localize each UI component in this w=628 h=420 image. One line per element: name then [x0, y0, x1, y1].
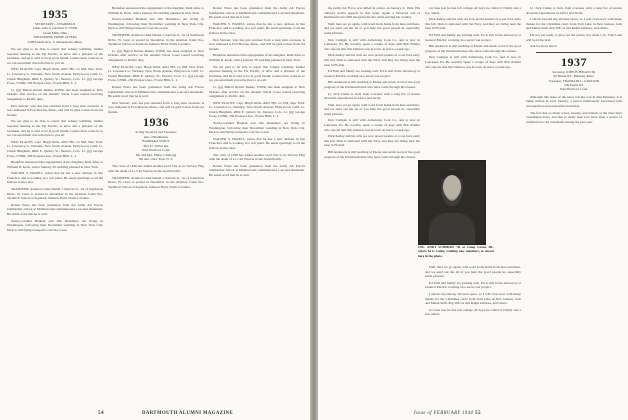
news-paragraph: Lt. (jg) Burton Robert Dukes, USNR, has been assigned to New Orleans after service on the Atlantic Naval Coast Guard receiving assignment to Pacific duty. — [7, 87, 103, 101]
news-paragraph: I am far beyond my allowed space, so I will close now with many thanks for the Christmas cards from Tom Lake in New Guinea, Jack and Mabel Sells, Peg Wilcox and Ralph Gilmore, and others. — [425, 291, 521, 306]
news-paragraph: the Army Air Force was killed in action on January 4, 1944. His obituary notice appears in this issue. Again a bereaved son of Dartmouth and 1936 has given his life while serving his country. — [324, 6, 420, 20]
class-year-heading: 1937 — [561, 54, 587, 69]
news-paragraph: The fact that so many wives, parents, and friends of the class have contributed news, and that so many men now have been a source of satisfaction to all classmates during the past year. — [526, 110, 622, 124]
news-paragraph: Bill Anderson is still teaching at Exeter and sends word of the good progress of the Dartmouth men who have come through his classes. — [324, 80, 420, 89]
officer-line: West Hartford, Conn. — [141, 148, 171, 153]
section-divider — [536, 52, 612, 53]
news-paragraph: We are glad to be able to report that Johnny Gilchrist, further reported missing in the Far Pacific, is alive and a prisoner of the Germans, and he is said to be in good health. Letters have come in so we can send them down the line to you all. — [209, 64, 305, 83]
news-paragraph: We are glad to be able to report that Johnny Gilchrist, further reported missing in the Far Pacific, is alive and a prisoner of the Germans, and he is said to be in good health. Letters have come in so we can send them down the line to you all. — [7, 119, 103, 138]
page-number: 54 — [98, 410, 104, 416]
news-paragraph: Well, here we go again, with word from home from here and there, and we send out the all of you help the good people in, especially some pictures. — [425, 265, 521, 279]
news-paragraph: Lt. (jg) Burton Robert Dukes, USNR, has been assigned to New Orleans after service on the Atlantic Naval Coast Guard receiving assignment to Pacific duty. — [209, 84, 305, 99]
officer-line: Green Mills, Ohio — [42, 30, 68, 35]
news-paragraph: ice base last he has left college all boys he called it Trinity and a few others. — [425, 6, 521, 15]
news-paragraph: Don Cadigan is still with Armstrong Cork Co. and is now in Lancaster, Pa. He recently spent a couple of days with Bob Palmer who reports that Jim Johnson was in town on leave a week ago. — [324, 118, 420, 132]
news-paragraph: Ask for more news! — [530, 44, 558, 49]
right-column-1 — [324, 6, 420, 404]
news-paragraph: Robert Fears has been graduated from the Army Air Forces bombardier school at Midland and commissioned a second lieutenant. He sends word that he is well. — [209, 163, 305, 177]
news-paragraph: TRANSFER: Aviation Cadet Daniel J. Kerwin Jr., 1st of Southwest Drive, W. Lunt, is posted in December in the Aviation Cadet Pre-Technical School at Seymour Johnson Field, North Carolina. — [7, 187, 103, 201]
news-paragraph: Don Stewart, who has just returned from a long stint overseas, is now stationed at Fort Devens, Mass., and will be glad to hear from old friends. — [7, 103, 103, 117]
news-paragraph: ice base last he has left college all boys he called it Trinity and a few others. — [425, 307, 521, 317]
class-officers — [108, 130, 204, 161]
news-paragraph: Newly-wedded Hannah and Jim Dunsmore are living in Washington, following their November wedding in New York City. Dick is still flying transports over the ocean. — [108, 17, 204, 31]
left-column-2 — [108, 6, 204, 404]
page-gutter — [310, 0, 318, 420]
news-paragraph: TRANSFER: Aviation Cadet Daniel J. Kerwin Jr., 1st of Southwest Drive, W. Lunt, is posted in December in the Aviation Cadet Pre-Technical School at Seymour Johnson Field, North Carolina. — [108, 175, 204, 189]
news-paragraph: WALTER S. HASELL writes that he has a new address in San Francisco and is working in a war plant. He sends greetings to all the fellows in the class. — [209, 136, 305, 151]
officer-line: 5th Ave., New York, N. Y. — [138, 156, 174, 161]
class-officers — [7, 22, 103, 44]
news-paragraph: Newly-wedded Hannah and Jim Dunsmore are living in Washington, following their November wedding in New York City. Dick is still flying transports over the ocean. — [209, 121, 305, 135]
class-year-heading: 1935 — [42, 7, 68, 21]
uniform-shape — [429, 213, 475, 244]
left-column-1 — [7, 6, 103, 404]
right-column-3 — [526, 6, 622, 404]
officer-line: Box 47, Valley Rd. — [143, 143, 169, 148]
soldier-photo — [418, 160, 486, 245]
news-paragraph: I am far beyond my allowed space, so I will close now with many thanks for the Christmas cards from Tom Lake in New Guinea, Jack and Mabel Sells, Peg Wilcox and Ralph Gilmore, and others. — [526, 17, 622, 31]
officer-line: BARBARA STOUT — [142, 139, 170, 144]
running-title: DARTMOUTH ALUMNI MAGAZINE — [142, 411, 234, 416]
news-paragraph: TRANSFER: Aviation Cadet Daniel J. Kerwin Jr., 1st of Southwest Drive, W. Lunt, is posted in December in the Aviation Cadet Pre-Technical School at Seymour Johnson Field, North Carolina. — [108, 32, 204, 47]
officer-line: Old Farms Rd. — [564, 82, 584, 87]
news-paragraph: NEW PLACES: Capt. Hugh Wells, APO 780, c/o PM, New York. Lt. Lawrence G. Stickney, New North Avenue, Hollywood, Calif. Lt. Chuck Bingham, 4864 E. Quincy St., Denver, Colo. Lt. (jg) George Foote, USNR, 250 Prospect Ave., Forest Hills, L. I. — [108, 64, 204, 83]
news-paragraph: The class of 1936 has added another Gold Star to its Service Flag with the death of Lt. Carl Weaver in the South Pacific. — [209, 152, 305, 162]
news-paragraph: Robert Fears has been graduated from the Army Air Forces bombardier school at Midland and commissioned a second lieutenant. He sends word that he is well. — [108, 84, 204, 99]
officer-line: Acting Secretary and Treasurer, — [135, 130, 177, 135]
news-paragraph: Lt. Jack Clarke is back from overseas with a long list of stories about his experiences in Africa and Sicily. — [526, 6, 622, 15]
news-paragraph: NEW PLACES: Capt. Hugh Wells, APO 780, c/o PM, New York. Lt. Lawrence G. Stickney, New North Avenue, Hollywood, Calif. Lt. Chuck Bingham, 4864 E. Quincy St., Denver, Colo. Lt. (jg) George Foote, USNR, 250 Prospect Ave., Forest Hills, L. I. — [209, 100, 305, 119]
news-paragraph: We are glad to be able to report that Johnny Gilchrist, further reported missing in the Far Pacific, is alive and a prisoner of the Germans, and he is said to be in good health. Letters have come in so we can send them down the line to you all. — [7, 47, 103, 65]
left-page — [0, 0, 310, 420]
news-paragraph: Breakfast announced the engagement of his daughter, Ruth John, to William R. Keck, with a January 29 wedding planned in New York. — [7, 160, 103, 169]
news-paragraph: Well, here we go again, with word from home from here and there, and we send out the all of you help the good people in, especially some pictures. — [324, 21, 420, 35]
right-column-2 — [425, 6, 521, 156]
news-paragraph: Bill Anderson is still teaching at Exeter and sends word of the good progress of the Dartmouth men who have come through his classes. — [425, 44, 521, 53]
officer-line: 90 Baxter Rd., Belmont, Mass. — [553, 74, 595, 79]
photo-caption: CPL. ANDY SCHMIDT '36 at Camp Grant, III., where he is Cadre, training new members, as shown here in the photo. — [418, 245, 494, 258]
news-paragraph: Dick Kelley and his wife are now proud parents of a son born early this fall. Dick is stationed with the Navy and they are living near the base in Florida. — [425, 17, 521, 31]
page-number: 55 — [475, 410, 481, 416]
officer-line: TREASURER, HOME GIVERS — [33, 35, 77, 40]
officer-line: Treasurer, FRANKLIN L. CARLSON — [548, 78, 600, 83]
officer-line: 2498 Juanita Ave., S. Minneapolis, Minn. — [27, 39, 83, 44]
news-paragraph: Don Stewart, who has just returned from a long stint overseas, is now stationed at Fort Devens, Mass., and will be glad to hear from old friends. — [108, 100, 204, 114]
officer-line: SECRETARY—CHAIRMAN — [34, 22, 76, 26]
news-paragraph: NEW PLACES: Capt. Hugh Wells, APO 780, c/o PM, New York. Lt. Lawrence G. Stickney, New North Avenue, Hollywood, Calif. Lt. Chuck Bingham, 4864 E. Quincy St., Denver, Colo. Lt. (jg) George Foote, USNR, 250 Prospect Ave., Forest Hills, L. I. — [7, 139, 103, 158]
news-paragraph: The class of 1936 has added another Gold Star to its Service Flag with the death of Lt. Carl Weaver in the South Pacific. — [108, 164, 204, 173]
news-paragraph: Lt. (jg) Burton Robert Dukes, USNR, has been assigned to New Orleans after service on the Atlantic Naval Coast Guard receiving assignment to Pacific duty. — [108, 48, 204, 62]
news-paragraph: Don Cadigan is still with Armstrong Cork Co. and is now in Lancaster, Pa. He recently spent a couple of days with Bob Palmer who reports that Jim Johnson was in town on leave a week ago. — [324, 37, 420, 51]
news-paragraph: NEW PLACES: Capt. Hugh Wells, APO 780, c/o PM, New York. Lt. Lawrence G. Stickney, New North Avenue, Hollywood, Calif. Lt. Chuck Bingham, 4864 E. Quincy St., Denver, Colo. Lt. (jg) George Foote, USNR, 250 Prospect Ave., Forest Hills, L. I. — [7, 67, 103, 86]
officer-line: Cmdr. John S. Gilchrist Jr. USNR — [32, 26, 78, 31]
face-shape — [443, 175, 461, 199]
news-paragraph: Ed Wall and family are looking well. Ed is still in the laboratory at General Electric working on a secret war project. — [324, 69, 420, 78]
news-paragraph: Don Stewart, who has just returned from a long stint overseas, is now stationed at Fort Devens, Mass., and will be glad to hear from old friends. — [209, 37, 305, 51]
news-paragraph: Robert Fears has been graduated from the Army Air Forces bombardier school at Midland and commissioned a second lieutenant. He sends word that he is well. — [209, 6, 305, 20]
officer-line: Secretary, JOHN B. BEGUN JR. — [552, 69, 596, 74]
news-paragraph: Bill Anderson is still teaching at Exeter and sends word of the good progress of the Dartmouth men who have come through his classes. — [324, 150, 420, 159]
issue-label: Issue of FEBRUARY 1944 — [414, 411, 474, 416]
news-paragraph: I'm not yet ready to give out the prizes, but when I do, Tom Lake will be in the lead. — [526, 32, 622, 42]
officer-line: West Hartford, Conn. — [559, 87, 589, 92]
news-paragraph: Dick Kelley and his wife are now proud parents of a son born early this fall. Dick is stationed with the Navy and they are living near the base in Florida. — [324, 53, 420, 67]
news-paragraph: Breakfast announced the engagement of his daughter, Ruth John, to William R. Keck, with a January 29 wedding planned in New York. — [108, 6, 204, 15]
news-paragraph: Newly-wedded Hannah and Jim Dunsmore are living in Washington, following their November wedding in New York City. Dick is still flying transports over the ocean. — [7, 218, 103, 232]
news-paragraph: Robert Fears has been graduated from the Army Air Forces bombardier school at Midland and commissioned a second lieutenant. He sends word that he is well. — [7, 202, 103, 217]
class-officers — [526, 70, 622, 92]
right-column-2-lower — [425, 265, 521, 403]
news-paragraph: Well, here we go again, with word from home from here and there, and we send out the all of you help the good people in, especially some pictures. — [324, 102, 420, 116]
news-paragraph: Lt. Jack Clarke is back from overseas with a long list of stories about his experiences in Africa and Sicily. — [324, 91, 420, 101]
class-year-heading: 1936 — [143, 115, 169, 130]
officer-line: plus a Headmaster — [143, 134, 169, 139]
news-paragraph: Although this issue of the news reaches you in mid-February, it is being written in early January, a period traditionally associated with retrospection and purposeful resolution. — [526, 94, 622, 108]
news-paragraph: Ed Wall and family are looking well. Ed is still in the laboratory at General Electric working on a secret war project. — [425, 32, 521, 42]
news-paragraph: Don Cadigan is still with Armstrong Cork Co. and is now in Lancaster, Pa. He recently spent a couple of days with Bob Palmer who reports that Jim Johnson was in town on leave a week ago. — [425, 55, 521, 69]
news-paragraph: Ed Wall and family are looking well. Ed is still in the laboratory at General Electric working on a secret war project. — [425, 280, 521, 290]
left-column-3 — [209, 6, 305, 404]
officer-line: Mr. and Mrs. Philip J. Kellogg — [135, 152, 177, 157]
news-paragraph: WALTER S. HASELL writes that he has a new address in San Francisco and is working in a war plant. He sends greetings to all the fellows in the class. — [7, 171, 103, 185]
news-paragraph: Dick Kelley and his wife are now proud parents of a son born early this fall. Dick is stationed with the Navy and they are living near the base in Florida. — [324, 134, 420, 148]
news-paragraph: WALTER S. HASELL writes that he has a new address in San Francisco and is working in a war plant. He sends greetings to all the fellows in the class. — [209, 21, 305, 35]
news-paragraph: Breakfast announced the engagement of his daughter, Ruth John, to William R. Keck, with a January 29 wedding planned in New York. — [209, 53, 305, 62]
